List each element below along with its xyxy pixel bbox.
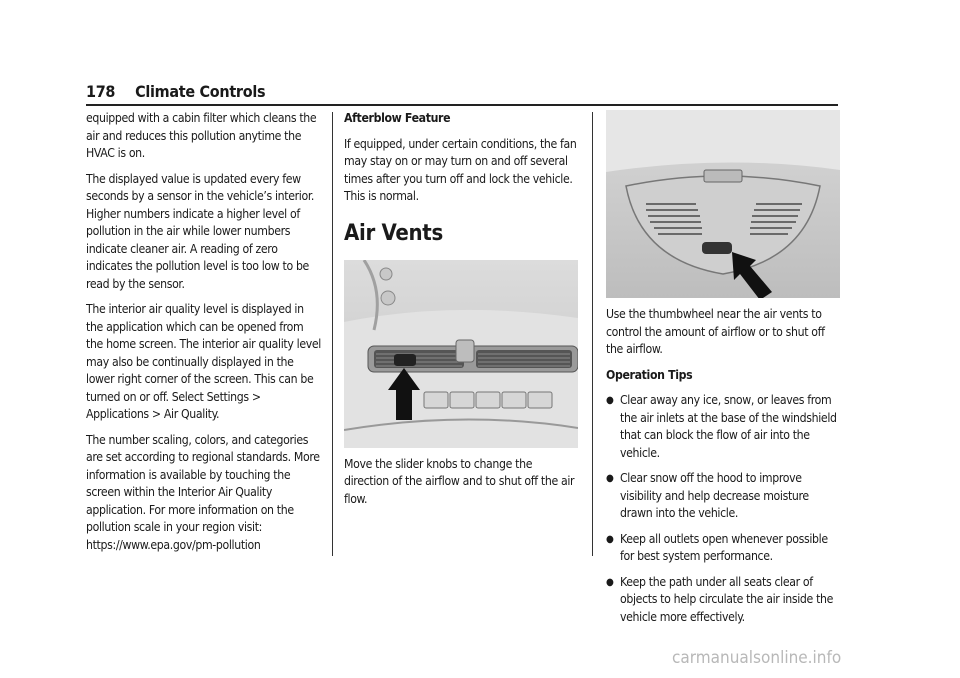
operation-tips-heading: Operation Tips <box>606 367 693 382</box>
slider-caption: Move the slider knobs to change the direction of the airflow and to shut off the air flow. <box>344 456 575 506</box>
column-divider-right <box>592 112 593 556</box>
header-rule <box>86 104 838 106</box>
page-number: 178 <box>86 82 116 101</box>
list-item: ● Clear snow off the hood to improve visibility and help decrease moisture drawn into the vehicle. <box>606 471 809 520</box>
list-item: ● Keep all outlets open whenever possible for best system performance. <box>606 531 828 563</box>
bullet-icon: ● <box>606 576 614 588</box>
section-title-air-vents: Air Vents <box>344 220 443 246</box>
column-3 <box>606 110 842 634</box>
slider-vents-illustration <box>344 260 578 448</box>
watermark: carmanualsonline.info <box>672 648 842 668</box>
thumbwheel-caption: Use the thumbwheel near the air vents to control the amount of airflow or to shut off the airflow. <box>606 307 825 356</box>
list-item: ● Clear away any ice, snow, or leaves from the air inlets at the base of the windshield that can block the flow of air into the vehicle. <box>606 393 837 460</box>
page-title: Climate Controls <box>135 82 266 101</box>
list-item: ● Keep the path under all seats clear of objects to help circulate the air inside the vehicle more effectively. <box>606 574 834 624</box>
afterblow-heading: Afterblow Feature <box>344 111 451 125</box>
column-1 <box>86 110 322 562</box>
paragraph-sensor: The displayed value is updated every few seconds by a sensor in the vehicle’s interior. Higher numbers indicate a higher level of pollution in the air while lower numbers indicate cleaner air. A reading of zero indicates the pollution level is too low to be read by the sensor. <box>86 171 315 291</box>
thumbwheel-vent-illustration <box>606 110 840 298</box>
column-2 <box>344 110 580 516</box>
column-divider-left <box>332 112 333 556</box>
afterblow-text: If equipped, under certain conditions, the fan may stay on or may turn on and off several times after you turn off and lock the vehicle. This is normal. <box>344 136 577 203</box>
paragraph-cabin-filter: equipped with a cabin filter which cleans the air and reduces this pollution anytime the HVAC is on. <box>86 111 317 160</box>
operation-tips-list <box>606 392 842 626</box>
bullet-icon: ● <box>606 473 614 484</box>
paragraph-display-location: The interior air quality level is displayed in the application which can be opened from the home screen. The interior air quality level may also be continually displayed in the lower right corner of the screen. This can be turned on or off. Select Settings > Applications > Air Quality. <box>86 302 321 421</box>
paragraph-regional-standards: The number scaling, colors, and categories are set according to regional standards. More information is available by touching the screen within the Interior Air Quality application. For more information on the pollution scale in your region visit: https://www.epa.gov/pm-pollution <box>86 432 320 552</box>
bullet-icon: ● <box>606 533 614 545</box>
page-header <box>86 82 838 106</box>
bullet-icon: ● <box>606 395 614 406</box>
